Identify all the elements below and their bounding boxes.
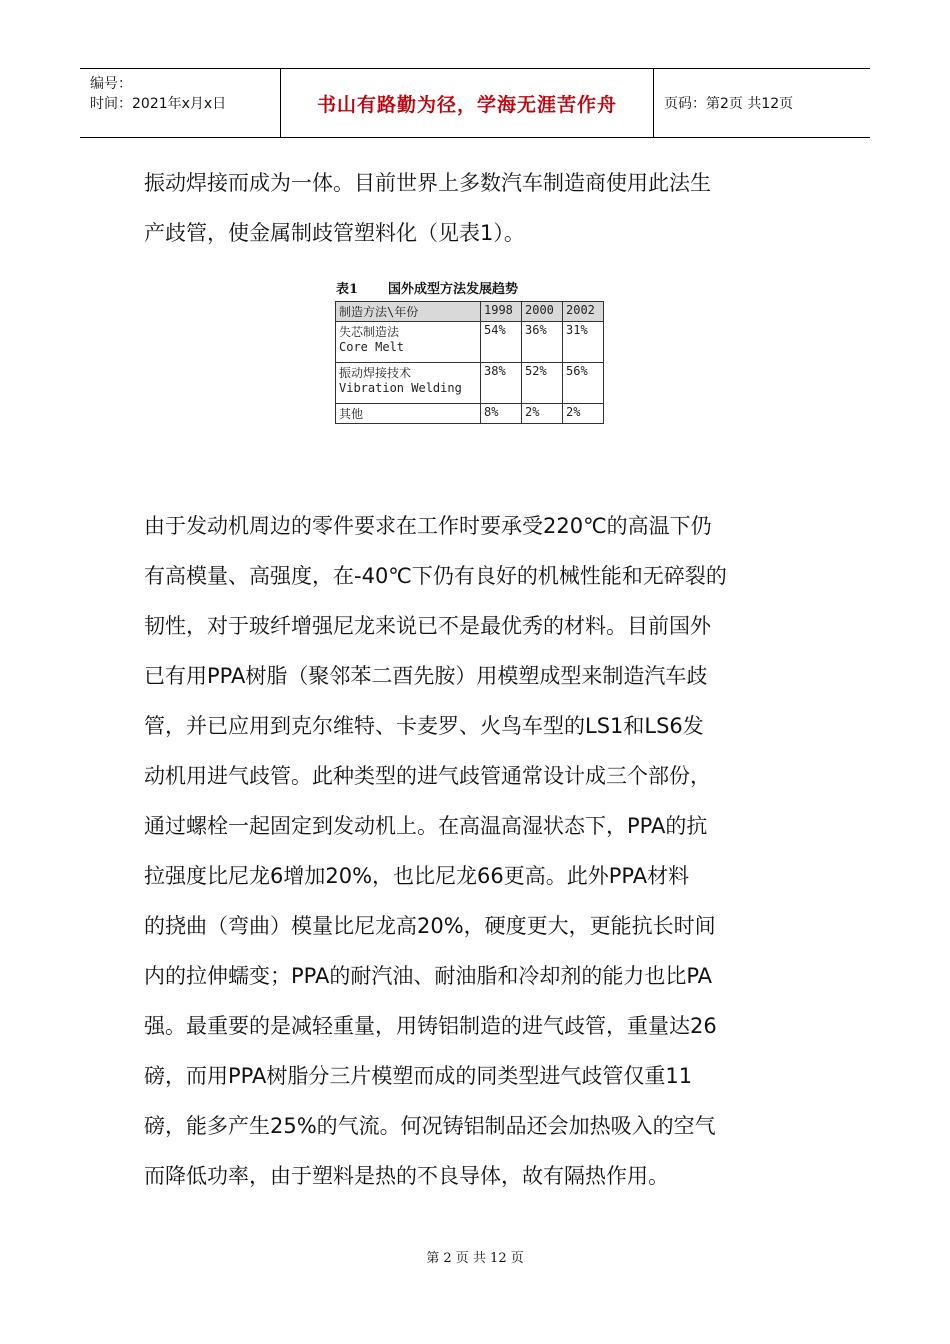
paragraph-line: 磅，能多产生25%的气流。何况铸铝制品还会加热吸入的空气 [144, 1114, 716, 1138]
table-header-cell: 制造方法\年份 [336, 302, 481, 322]
paragraph-line: 已有用PPA树脂（聚邻苯二酉先胺）用模塑成型来制造汽车歧 [144, 664, 708, 688]
header-motto: 书山有路勤为径，学海无涯苦作舟 [316, 93, 617, 116]
paragraph-line: 通过螺栓一起固定到发动机上。在高温高湿状态下，PPA的抗 [144, 814, 708, 838]
body-paragraph-1 [144, 158, 814, 258]
table-row [336, 322, 604, 363]
table-row [336, 404, 604, 424]
table-header-row [336, 302, 604, 322]
table-cell-value: 38% [481, 363, 522, 404]
table-cell-method [336, 322, 481, 363]
paragraph-line: 有高模量、高强度，在-40℃下仍有良好的机械性能和无碎裂的 [144, 564, 727, 588]
table-cell-value: 52% [522, 363, 563, 404]
paragraph-line: 拉强度比尼龙6增加20%，也比尼龙66更高。此外PPA材料 [144, 864, 690, 888]
header-motto-cell [281, 69, 654, 137]
method-name: 其他 [339, 407, 364, 421]
paragraph-line: 产歧管，使金属制歧管塑料化（见表1）。 [144, 221, 525, 245]
table-cell-value: 2% [563, 404, 604, 424]
paragraph-line: 的挠曲（弯曲）模量比尼龙高20%，硬度更大，更能抗长时间 [144, 914, 716, 938]
paragraph-line: 振动焊接而成为一体。目前世界上多数汽车制造商使用此法生 [144, 171, 711, 195]
method-name-en: Core Melt [339, 340, 405, 354]
table-cell-method [336, 363, 481, 404]
table-cell-value: 8% [481, 404, 522, 424]
table-header-cell: 2000 [522, 302, 563, 322]
table-cell-value: 31% [563, 322, 604, 363]
paragraph-line: 由于发动机周边的零件要求在工作时要承受220℃的高温下仍 [144, 514, 712, 538]
table-caption-title: 国外成型方法发展趋势 [388, 282, 519, 297]
table-cell-value: 54% [481, 322, 522, 363]
method-name: 失芯制造法 [339, 325, 400, 339]
table-row [336, 363, 604, 404]
header-info-cell [80, 69, 281, 137]
paragraph-line: 磅，而用PPA树脂分三片模塑而成的同类型进气歧管仅重11 [144, 1064, 693, 1088]
paragraph-line: 内的拉伸蠕变；PPA的耐汽油、耐油脂和冷却剂的能力也比PA [144, 964, 713, 988]
method-name-en: Vibration Welding [339, 381, 462, 395]
table-caption [336, 278, 518, 297]
method-name: 振动焊接技术 [339, 366, 412, 380]
table-cell-value: 2% [522, 404, 563, 424]
page-header [80, 68, 870, 138]
document-number-label: 编号： [90, 76, 132, 92]
table-header-cell: 1998 [481, 302, 522, 322]
table-header-cell: 2002 [563, 302, 604, 322]
table-caption-number: 表1 [336, 282, 359, 297]
paragraph-line: 强。最重要的是减轻重量，用铸铝制造的进气歧管，重量达26 [144, 1014, 717, 1038]
table-cell-value: 36% [522, 322, 563, 363]
document-time-label: 时间：2021年x月x日 [90, 96, 227, 112]
table-cell-method [336, 404, 481, 424]
table-cell-value: 56% [563, 363, 604, 404]
paragraph-line: 韧性，对于玻纤增强尼龙来说已不是最优秀的材料。目前国外 [144, 614, 711, 638]
header-page-code: 页码：第2页 共12页 [664, 96, 794, 112]
paragraph-line: 管，并已应用到克尔维特、卡麦罗、火鸟车型的LS1和LS6发 [144, 714, 704, 738]
molding-trend-table [335, 301, 604, 424]
body-paragraph-2 [144, 501, 814, 1201]
header-page-cell [654, 69, 870, 137]
page-footer: 第 2 页 共 12 页 [426, 1251, 524, 1266]
paragraph-line: 动机用进气歧管。此种类型的进气歧管通常设计成三个部份， [144, 764, 711, 788]
paragraph-line: 而降低功率，由于塑料是热的不良导体，故有隔热作用。 [144, 1164, 669, 1188]
